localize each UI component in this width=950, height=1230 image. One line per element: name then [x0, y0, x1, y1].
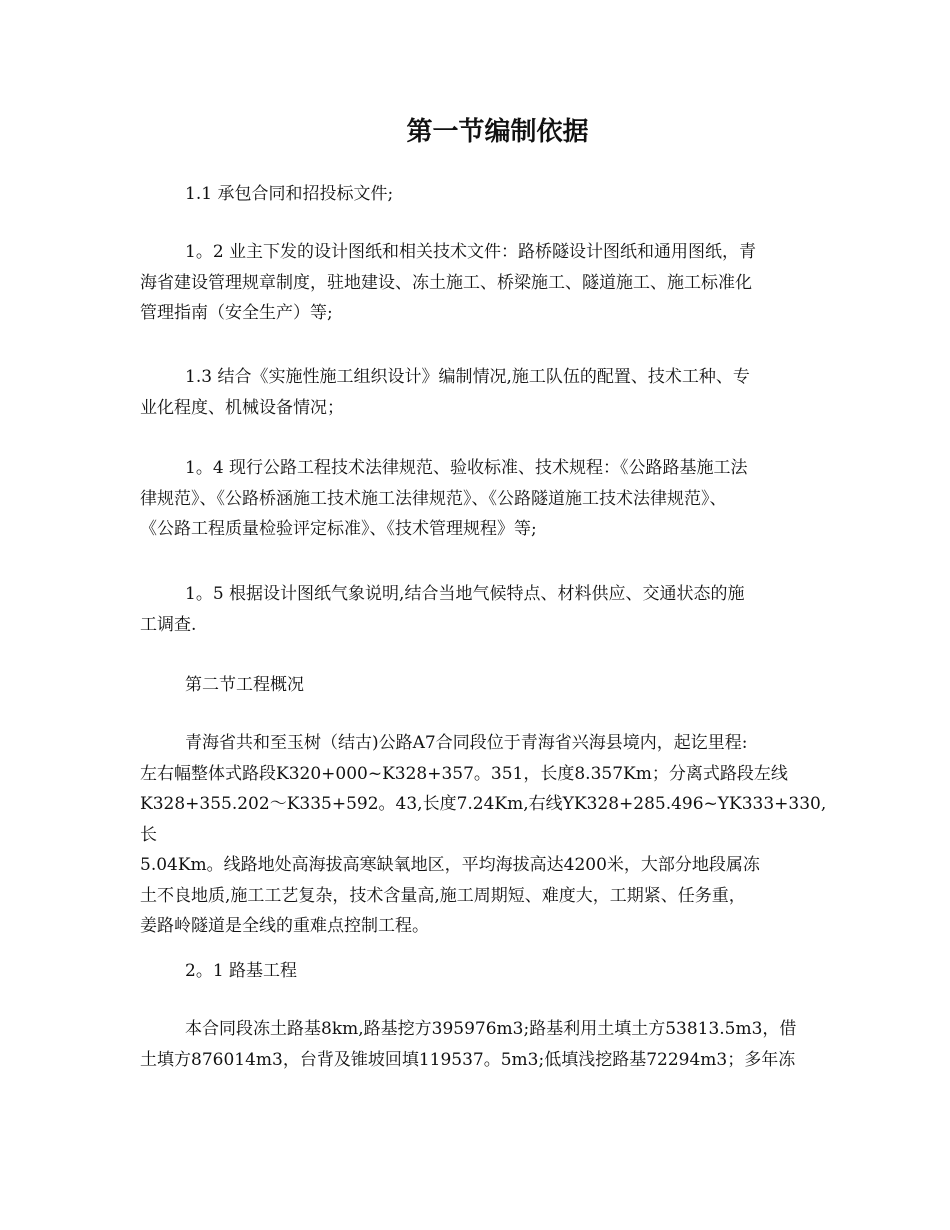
text-line: 工调查. — [140, 614, 197, 635]
paragraph-overview — [140, 728, 830, 942]
subsection-2-1-heading: 2。1 路基工程 — [185, 961, 298, 981]
text-line: 姜路岭隧道是全线的重难点控制工程。 — [140, 916, 429, 936]
section-2-heading: 第二节工程概况 — [185, 675, 304, 695]
text-line: 业化程度、机械设备情况； — [140, 397, 344, 418]
text-line: 青海省共和至玉树（结古)公路A7合同段位于青海省兴海县境内，起讫里程: — [185, 733, 748, 753]
text-line: 海省建设管理规章制度，驻地建设、冻土施工、桥梁施工、隧道施工、施工标准化 — [140, 272, 752, 293]
text-line: 律规范》、《公路桥涵施工技术施工法律规范》、《公路隧道施工技术法律规范》、 — [140, 488, 727, 509]
paragraph-1-1 — [140, 179, 830, 210]
text-line: 土不良地质,施工工艺复杂，技术含量高,施工周期短、难度大，工期紧、任务重， — [140, 885, 746, 906]
text-line: 《公路工程质量检验评定标准》、《技术管理规程》等; — [140, 519, 537, 539]
section-heading — [140, 670, 830, 701]
text-line: 1。4 现行公路工程技术法律规范、验收标准、技术规程：《公路路基施工法 — [185, 458, 748, 478]
text-line: 5.04Km。线路地处高海拔高寒缺氧地区，平均海拔高达4200米，大部分地段属冻 — [140, 855, 760, 875]
paragraph-1-5 — [140, 579, 830, 640]
paragraph-1-4 — [140, 453, 830, 545]
paragraph-1-3 — [140, 362, 830, 423]
text-line: 1.3 结合《实施性施工组织设计》编制情况,施工队伍的配置、技术工种、专 — [185, 367, 750, 387]
text-line: K328+355.202～K335+592。43,长度7.24Km,右线YK328+285.496~YK333+330,长 — [140, 794, 827, 845]
text-line: 1.1 承包合同和招投标文件; — [185, 184, 394, 204]
paragraph-1-2 — [140, 237, 830, 329]
paragraph-roadbed — [140, 1014, 830, 1075]
subsection-heading — [140, 956, 830, 987]
text-line: 土填方876014m3，台背及锥坡回填119537。5m3;低填浅挖路基72294m3；多年冻 — [140, 1049, 796, 1070]
text-line: 1。2 业主下发的设计图纸和相关技术文件：路桥隧设计图纸和通用图纸，青 — [185, 242, 757, 262]
text-line: 1。5 根据设计图纸气象说明,结合当地气候特点、材料供应、交通状态的施 — [185, 584, 745, 604]
text-line: 左右幅整体式路段K320+000~K328+357。351，长度8.357Km；分离式路段左线 — [140, 763, 788, 784]
text-line: 本合同段冻土路基8km,路基挖方395976m3;路基利用土填土方53813.5m3，借 — [185, 1019, 797, 1039]
page-title: 第一节编制依据 — [406, 117, 589, 147]
text-line: 管理指南（安全生产）等; — [140, 303, 333, 323]
